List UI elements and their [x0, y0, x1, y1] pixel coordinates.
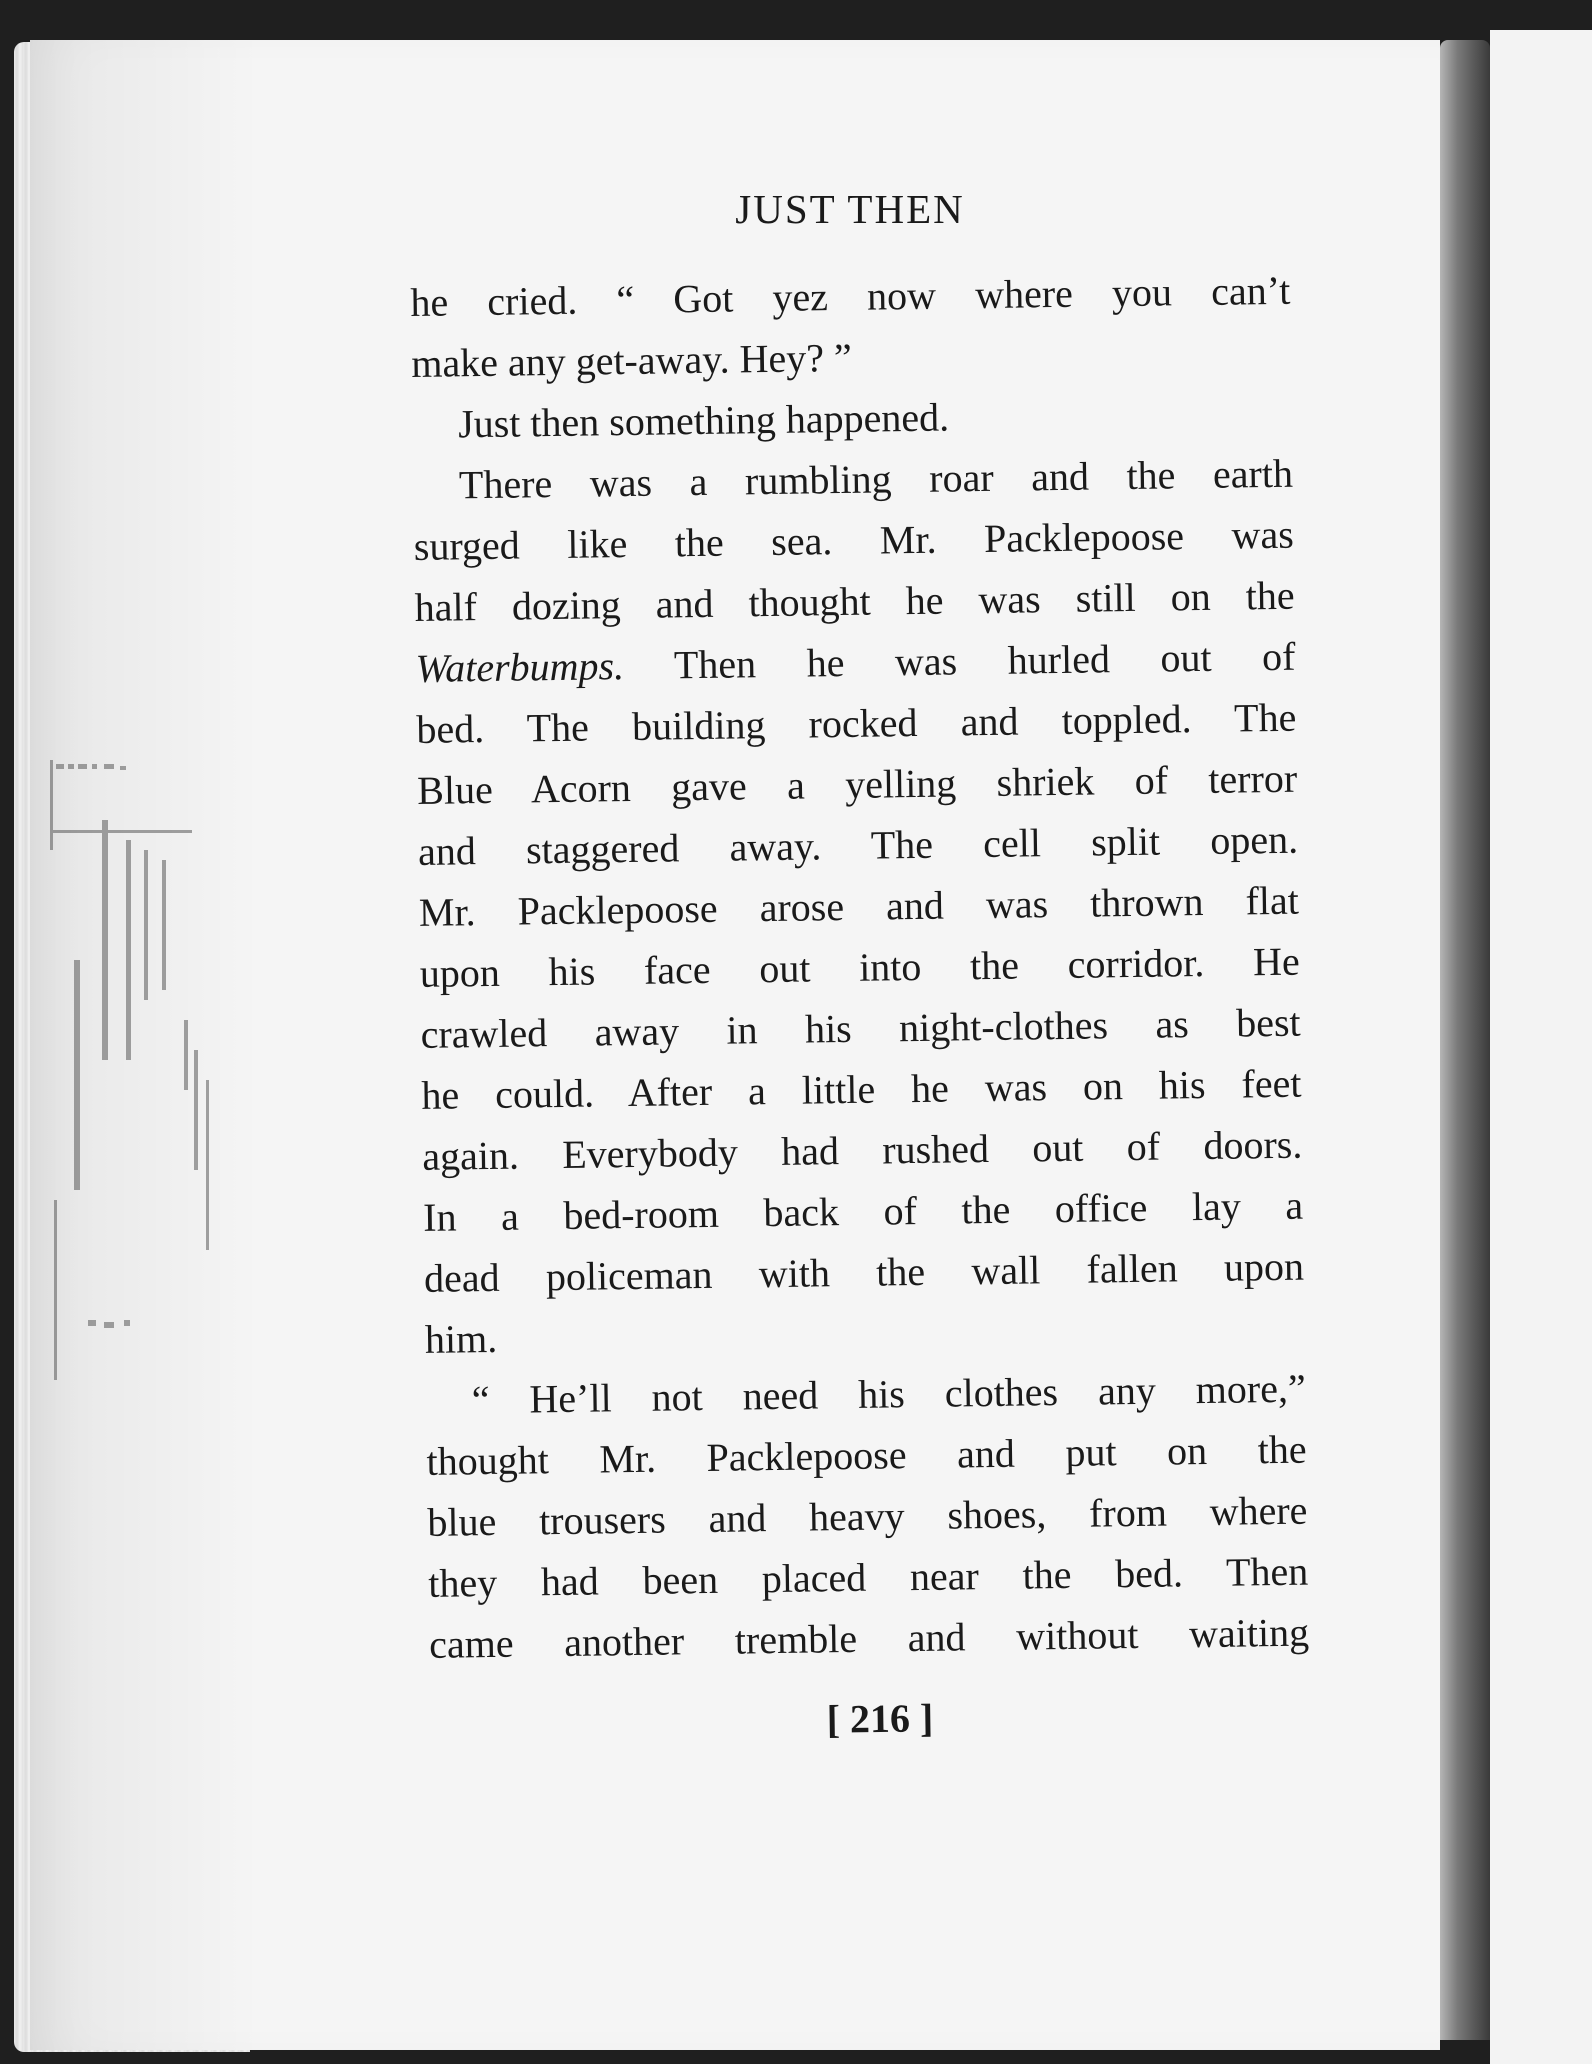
text-line: thought Mr. Packlepoose and put on the [426, 1426, 1307, 1484]
text-line: he cried. “ Got yez now where you can’t [410, 267, 1291, 325]
text-line-rest: Then he was hurled out of [673, 633, 1296, 688]
facing-page-edge [1490, 30, 1592, 2064]
text-line: Just then something happened. [457, 394, 950, 447]
text-line: him. [424, 1315, 498, 1362]
ship-name: Waterbumps. [415, 643, 625, 691]
text-line: and staggered away. The cell split open. [417, 816, 1299, 874]
text-line: surged like the sea. Mr. Packlepoose was [413, 511, 1295, 569]
text-line: crawled away in his night-clothes as best [420, 999, 1301, 1057]
running-head: JUST THEN [735, 186, 965, 232]
text-line: he could. After a little he was on his feet [421, 1060, 1302, 1118]
page-number: [ 216 ] [826, 1695, 934, 1742]
text-line: upon his face out into the corridor. He [419, 938, 1301, 996]
text-line: came another tremble and without waiting [428, 1609, 1310, 1667]
text-line: Blue Acorn gave a yelling shriek of terror [416, 755, 1298, 813]
text-line: There was a rumbling roar and the earth [458, 450, 1294, 508]
text-line: “ He’ll not need his clothes any more,” [471, 1365, 1306, 1423]
text-line: In a bed-room back of the office lay a [422, 1182, 1304, 1240]
library-stamp [44, 760, 234, 1400]
text-line: bed. The building rocked and toppled. The [416, 694, 1297, 752]
text-line: dead policeman with the wall fallen upon [423, 1243, 1305, 1301]
text-line: Mr. Packlepoose arose and was thrown flat [418, 877, 1300, 935]
text-line: again. Everybody had rushed out of doors. [422, 1121, 1303, 1179]
text-line: half dozing and thought he was still on the [414, 572, 1295, 630]
book-gutter [1440, 40, 1490, 2040]
text-line: they had been placed near the bed. Then [427, 1548, 1309, 1606]
text-line: blue trousers and heavy shoes, from where [427, 1487, 1308, 1545]
text-line: make any get-away. Hey? ” [410, 334, 853, 386]
body-text [410, 260, 1310, 1675]
